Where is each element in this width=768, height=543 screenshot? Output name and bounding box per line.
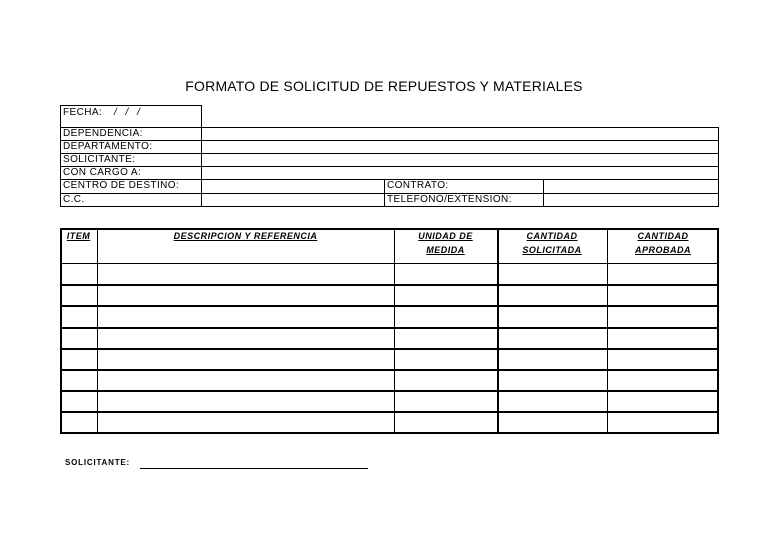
cc-field[interactable] [202,194,384,206]
field-label-centro-destino: CENTRO DE DESTINO: [63,180,180,191]
con-cargo-field[interactable] [202,167,718,179]
item-cell[interactable] [61,307,96,326]
aprobada-cell[interactable] [608,413,717,432]
unidad-cell[interactable] [395,371,496,389]
solicitada-cell[interactable] [499,350,606,368]
contrato-column-divider [384,179,385,207]
item-cell[interactable] [61,371,96,389]
fecha-label: FECHA: [63,107,103,118]
solicitada-cell[interactable] [499,371,606,389]
solicitante-field[interactable] [202,154,718,166]
unidad-cell[interactable] [395,265,496,283]
aprobada-cell[interactable] [608,286,717,304]
header-aprobada-line2: APROBADA [634,245,691,255]
descripcion-cell[interactable] [98,265,393,283]
unidad-cell[interactable] [395,286,496,304]
fecha-value[interactable]: / / / [114,107,143,118]
unidad-cell[interactable] [395,329,496,347]
header-unidad-line2: MEDIDA [426,245,465,255]
descripcion-cell[interactable] [98,413,393,432]
aprobada-cell[interactable] [608,265,717,283]
header-solicitada-line2: SOLICITADA [522,245,582,255]
aprobada-cell[interactable] [608,350,717,368]
unidad-cell[interactable] [395,307,496,326]
solicitada-cell[interactable] [499,413,606,432]
descripcion-cell[interactable] [98,371,393,389]
signature-line[interactable] [140,468,368,469]
contrato-label: CONTRATO: [387,180,449,191]
item-cell[interactable] [61,329,96,347]
form-title: FORMATO DE SOLICITUD DE REPUESTOS Y MATERIALES [185,78,583,94]
telefono-field[interactable] [544,194,718,206]
field-label-departamento: DEPARTAMENTO: [63,141,153,152]
aprobada-cell[interactable] [608,329,717,347]
field-label-dependencia: DEPENDENCIA: [63,128,143,139]
centro-destino-field[interactable] [202,180,384,193]
header-aprobada-line1: CANTIDAD [637,231,689,241]
field-label-con-cargo: CON CARGO A: [63,167,142,178]
aprobada-cell[interactable] [608,371,717,389]
header-unidad-line1: UNIDAD DE [418,231,473,241]
item-cell[interactable] [61,413,96,432]
header-item: ITEM [66,231,91,241]
unidad-cell[interactable] [395,350,496,368]
descripcion-cell[interactable] [98,307,393,326]
field-label-solicitante: SOLICITANTE: [63,154,136,165]
unidad-cell[interactable] [395,392,496,410]
header-solicitada-line1: CANTIDAD [526,231,578,241]
item-cell[interactable] [61,286,96,304]
solicitada-cell[interactable] [499,307,606,326]
descripcion-cell[interactable] [98,329,393,347]
header-divider [60,263,719,264]
solicitada-cell[interactable] [499,329,606,347]
descripcion-cell[interactable] [98,392,393,410]
telefono-label: TELEFONO/EXTENSION: [387,194,512,205]
dependencia-field[interactable] [202,128,718,140]
aprobada-cell[interactable] [608,307,717,326]
footer-solicitante-label: SOLICITANTE: [65,458,131,467]
departamento-field[interactable] [202,141,718,153]
item-cell[interactable] [61,350,96,368]
aprobada-cell[interactable] [608,392,717,410]
field-label-cc: C.C. [63,194,85,205]
descripcion-cell[interactable] [98,286,393,304]
header-descripcion: DESCRIPCION Y REFERENCIA [173,231,318,241]
unidad-cell[interactable] [395,413,496,432]
solicitada-cell[interactable] [499,392,606,410]
item-cell[interactable] [61,392,96,410]
solicitada-cell[interactable] [499,286,606,304]
contrato-field[interactable] [544,180,718,193]
solicitada-cell[interactable] [499,265,606,283]
descripcion-cell[interactable] [98,350,393,368]
item-cell[interactable] [61,265,96,283]
